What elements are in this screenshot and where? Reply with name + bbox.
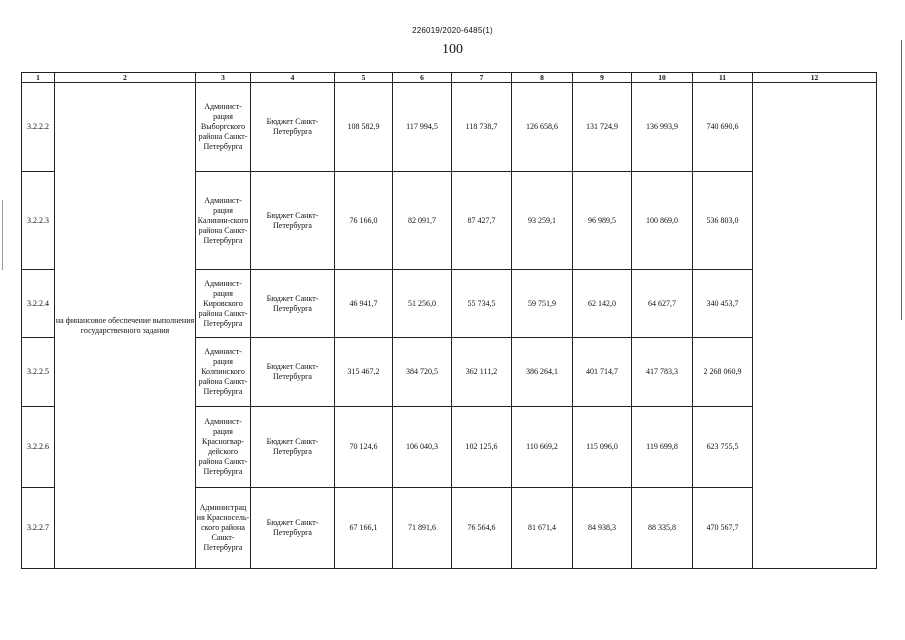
total-cell: 470 567,7 (693, 488, 753, 569)
column-header: 1 (22, 73, 55, 83)
row-code: 3.2.2.3 (22, 172, 55, 270)
funding-source-cell: Бюджет Санкт-Петербурга (251, 83, 335, 172)
value-cell: 102 125,6 (452, 407, 512, 488)
executor-cell: Админист-рация Красногвар-дейского района Санкт-Петербурга (196, 407, 251, 488)
total-cell: 340 453,7 (693, 270, 753, 338)
value-cell: 46 941,7 (335, 270, 393, 338)
total-cell: 536 803,0 (693, 172, 753, 270)
column-header: 2 (55, 73, 196, 83)
executor-cell: Админист-рация Калинин-ского района Санкт-Петербурга (196, 172, 251, 270)
document-number: 226019/2020-6485(1) (412, 26, 493, 35)
scan-left-mark (2, 200, 3, 270)
value-cell: 93 259,1 (512, 172, 573, 270)
column-header: 11 (693, 73, 753, 83)
value-cell: 96 989,5 (573, 172, 632, 270)
value-cell: 67 166,1 (335, 488, 393, 569)
value-cell: 386 264,1 (512, 338, 573, 407)
table-row (22, 83, 877, 172)
row-code: 3.2.2.6 (22, 407, 55, 488)
column-header: 5 (335, 73, 393, 83)
value-cell: 119 699,8 (632, 407, 693, 488)
total-cell: 740 690,6 (693, 83, 753, 172)
value-cell: 384 720,5 (393, 338, 452, 407)
funding-source-cell: Бюджет Санкт-Петербурга (251, 270, 335, 338)
value-cell: 110 669,2 (512, 407, 573, 488)
value-cell: 87 427,7 (452, 172, 512, 270)
value-cell: 84 938,3 (573, 488, 632, 569)
value-cell: 76 564,6 (452, 488, 512, 569)
value-cell: 88 335,8 (632, 488, 693, 569)
executor-cell: Админист-рация Кировского района Санкт-Петербурга (196, 270, 251, 338)
value-cell: 315 467,2 (335, 338, 393, 407)
column-header: 7 (452, 73, 512, 83)
row-code: 3.2.2.7 (22, 488, 55, 569)
column-header: 9 (573, 73, 632, 83)
value-cell: 76 166,0 (335, 172, 393, 270)
column-header: 6 (393, 73, 452, 83)
value-cell: 131 724,9 (573, 83, 632, 172)
value-cell: 82 091,7 (393, 172, 452, 270)
funding-source-cell: Бюджет Санкт-Петербурга (251, 338, 335, 407)
column-header: 12 (753, 73, 877, 83)
column-number-row (22, 73, 877, 83)
total-cell: 623 755,5 (693, 407, 753, 488)
executor-cell: Администрац ия Красносель-ского района Санкт-Петербурга (196, 488, 251, 569)
executor-cell: Админист-рация Выборгского района Санкт-Петербурга (196, 83, 251, 172)
page-number: 100 (442, 42, 463, 57)
value-cell: 106 040,3 (393, 407, 452, 488)
value-cell: 126 658,6 (512, 83, 573, 172)
value-cell: 59 751,9 (512, 270, 573, 338)
value-cell: 117 994,5 (393, 83, 452, 172)
column-header: 10 (632, 73, 693, 83)
executor-cell: Админист-рация Колпинского района Санкт-Петербурга (196, 338, 251, 407)
value-cell: 64 627,7 (632, 270, 693, 338)
budget-table (21, 72, 877, 569)
funding-source-cell: Бюджет Санкт-Петербурга (251, 407, 335, 488)
purpose-cell: на финансовое обеспечение выполнения государственного задания (55, 83, 196, 569)
value-cell: 417 783,3 (632, 338, 693, 407)
value-cell: 71 891,6 (393, 488, 452, 569)
value-cell: 362 111,2 (452, 338, 512, 407)
value-cell: 62 142,0 (573, 270, 632, 338)
scan-edge-mark (901, 40, 902, 320)
value-cell: 108 582,9 (335, 83, 393, 172)
note-cell (753, 83, 877, 569)
row-code: 3.2.2.4 (22, 270, 55, 338)
value-cell: 51 256,0 (393, 270, 452, 338)
value-cell: 115 096,0 (573, 407, 632, 488)
funding-source-cell: Бюджет Санкт-Петербурга (251, 172, 335, 270)
value-cell: 100 869,0 (632, 172, 693, 270)
value-cell: 118 738,7 (452, 83, 512, 172)
row-code: 3.2.2.2 (22, 83, 55, 172)
value-cell: 81 671,4 (512, 488, 573, 569)
value-cell: 401 714,7 (573, 338, 632, 407)
value-cell: 55 734,5 (452, 270, 512, 338)
row-code: 3.2.2.5 (22, 338, 55, 407)
total-cell: 2 268 060,9 (693, 338, 753, 407)
value-cell: 70 124,6 (335, 407, 393, 488)
value-cell: 136 993,9 (632, 83, 693, 172)
column-header: 3 (196, 73, 251, 83)
funding-source-cell: Бюджет Санкт-Петербурга (251, 488, 335, 569)
column-header: 4 (251, 73, 335, 83)
column-header: 8 (512, 73, 573, 83)
